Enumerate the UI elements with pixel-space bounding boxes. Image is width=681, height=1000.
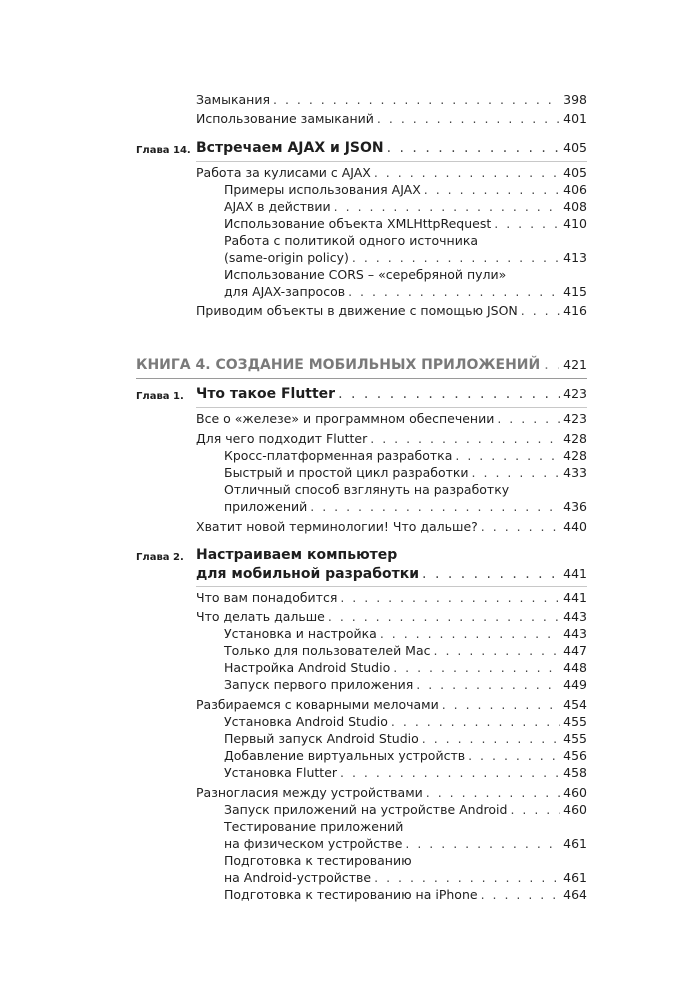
toc-entry: Установка Flutter . . . 458 — [224, 764, 587, 781]
toc-entry: Настройка Android Studio . . . 448 — [224, 659, 587, 676]
toc-entry-line: Подготовка к тестированию — [224, 853, 412, 868]
toc-entry-line: Использование CORS – «серебряной пули» — [224, 267, 507, 282]
toc-entry: Примеры использования AJAX . . . 406 — [224, 181, 587, 198]
toc-entry: Все о «железе» и программном обеспечении . . . 423 — [196, 410, 587, 427]
toc-entry: Использование замыканий . . . 401 — [196, 110, 587, 127]
toc-entry: (same-origin policy) . . . 413 — [224, 249, 587, 266]
toc-entry: Запуск приложений на устройстве Android . . . 460 — [224, 801, 587, 818]
toc-entry-line: Работа с политикой одного источника — [224, 233, 479, 248]
toc-entry: на Android-устройстве . . . 461 — [224, 869, 587, 886]
toc-entry: Замыкания . . . 398 — [196, 91, 587, 108]
toc-entry: Что вам понадобится . . . 441 — [196, 589, 587, 606]
toc-entry: Только для пользователей Mac . . . 447 — [224, 642, 587, 659]
divider — [196, 407, 587, 408]
toc-entry-line: Отличный способ взглянуть на разработку — [224, 482, 510, 497]
toc-entry: Хватит новой терминологии! Что дальше? . . . 440 — [196, 518, 587, 535]
toc-entry: Что делать дальше . . . 443 — [196, 608, 587, 625]
toc-entry: Приводим объекты в движение с помощью JSON . . . 416 — [196, 302, 587, 319]
toc-entry: Для чего подходит Flutter . . . 428 — [196, 430, 587, 447]
chapter-label: Глава 2. — [136, 552, 184, 563]
toc-entry: Установка Android Studio . . . 455 — [224, 713, 587, 730]
toc-entry-line: Тестирование приложений — [224, 819, 404, 834]
toc-entry: Подготовка к тестированию на iPhone . . . 464 — [224, 886, 587, 903]
toc-entry: Разбираемся с коварными мелочами . . . 454 — [196, 696, 587, 713]
toc-entry: Кросс-платформенная разработка . . . 428 — [224, 447, 587, 464]
toc-entry: для AJAX-запросов . . . 415 — [224, 283, 587, 300]
toc-entry: Установка и настройка . . . 443 — [224, 625, 587, 642]
chapter-title: Что такое Flutter . . . 423 — [196, 384, 587, 404]
toc-entry: Быстрый и простой цикл разработки . . . 433 — [224, 464, 587, 481]
chapter-title-line1: Настраиваем компьютер — [196, 547, 398, 563]
chapter-label: Глава 1. — [136, 391, 184, 402]
divider — [196, 161, 587, 162]
toc-entry: Использование объекта XMLHttpRequest . . . 410 — [224, 215, 587, 232]
book-title: КНИГА 4. СОЗДАНИЕ МОБИЛЬНЫХ ПРИЛОЖЕНИЙ . . . 421 — [136, 355, 587, 375]
toc-entry: приложений . . . 436 — [224, 498, 587, 515]
toc-entry: Добавление виртуальных устройств . . . 456 — [224, 747, 587, 764]
chapter-title: Встречаем AJAX и JSON . . . 405 — [196, 138, 587, 158]
chapter-label: Глава 14. — [136, 145, 191, 156]
chapter-title: для мобильной разработки . . . 441 — [196, 564, 587, 584]
toc-entry: Разногласия между устройствами . . . 460 — [196, 784, 587, 801]
divider — [136, 378, 587, 379]
divider — [196, 586, 587, 587]
toc-entry: Первый запуск Android Studio . . . 455 — [224, 730, 587, 747]
toc-entry: Работа за кулисами с AJAX . . . 405 — [196, 164, 587, 181]
toc-entry: на физическом устройстве . . . 461 — [224, 835, 587, 852]
toc-entry: AJAX в действии . . . 408 — [224, 198, 587, 215]
toc-entry: Запуск первого приложения . . . 449 — [224, 676, 587, 693]
